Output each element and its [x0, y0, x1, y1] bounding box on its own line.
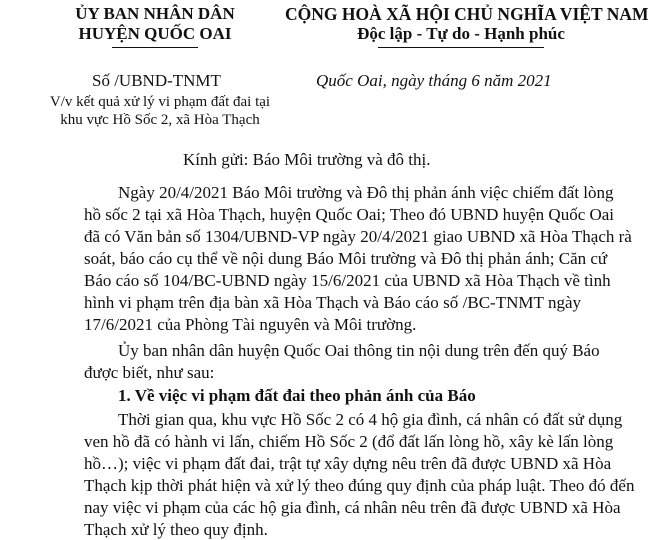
- country-name: CỘNG HOÀ XÃ HỘI CHỦ NGHĨA VIỆT NAM: [285, 4, 648, 24]
- paragraph1-line: đã có Văn bản số 1304/UBND-VP ngày 20/4/2021 giao UBND xã Hòa Thạch rà: [84, 227, 632, 246]
- paragraph1-line: Báo cáo số 104/BC-UBND ngày 15/6/2021 của UBND xã Hòa Thạch về tình: [84, 271, 611, 290]
- paragraph1-line: 17/6/2021 của Phòng Tài nguyên và Môi trường.: [84, 315, 417, 334]
- paragraph3-line: Thạch kịp thời phát hiện và xử lý theo đúng quy định của pháp luật. Theo đó đến: [84, 476, 635, 495]
- section-heading: 1. Về việc vi phạm đất đai theo phản ánh của Báo: [118, 386, 476, 405]
- org-name-line2: HUYỆN QUỐC OAI: [78, 24, 232, 43]
- paragraph3-line: nay việc vi phạm của các hộ gia đình, cá nhân nêu trên đã được UBND xã Hòa: [84, 498, 621, 517]
- paragraph1-line: hồ sốc 2 tại xã Hòa Thạch, huyện Quốc Oai; Theo đó UBND huyện Quốc Oai: [84, 205, 615, 224]
- paragraph3-line: ven hồ đã có hành vi lấn, chiếm Hồ Sốc 2 (đổ đất lấn lòng hồ, xây kè lấn lòng: [84, 432, 614, 451]
- subject-line1: V/v kết quả xử lý vi phạm đất đai tại: [49, 94, 271, 110]
- paragraph1-line: hình vi phạm trên địa bàn xã Hòa Thạch và Báo cáo số /BC-TNMT ngày: [84, 293, 581, 312]
- document-number: Số /UBND-TNMT: [92, 71, 221, 90]
- org-underline: [112, 47, 198, 48]
- paragraph3-line: Thời gian qua, khu vực Hồ Sốc 2 có 4 hộ gia đình, cá nhân có đất sử dụng: [118, 410, 623, 429]
- paragraph3-line: Thạch xử lý theo quy định.: [84, 520, 268, 539]
- paragraph1-line: Ngày 20/4/2021 Báo Môi trường và Đô thị phản ánh việc chiếm đất lòng: [118, 183, 614, 202]
- paragraph2-line: Ủy ban nhân dân huyện Quốc Oai thông tin nội dung trên đến quý Báo: [118, 341, 600, 360]
- paragraph3-line: hồ…); việc vi phạm đất đai, trật tự xây dựng nêu trên đã được UBND xã Hòa: [84, 454, 612, 473]
- paragraph1-line: soát, báo cáo cụ thể về nội dung Báo Môi trường và Đô thị phản ánh; Căn cứ: [84, 249, 608, 268]
- org-name-line1: ỦY BAN NHÂN DÂN: [75, 4, 235, 23]
- issue-date: Quốc Oai, ngày tháng 6 năm 2021: [316, 71, 552, 90]
- motto-underline: [378, 47, 544, 48]
- national-motto: Độc lập - Tự do - Hạnh phúc: [357, 24, 565, 43]
- paragraph2-line: được biết, như sau:: [84, 363, 215, 382]
- subject-line2: khu vực Hồ Sốc 2, xã Hòa Thạch: [60, 112, 260, 128]
- salutation: Kính gửi: Báo Môi trường và đô thị.: [183, 150, 431, 169]
